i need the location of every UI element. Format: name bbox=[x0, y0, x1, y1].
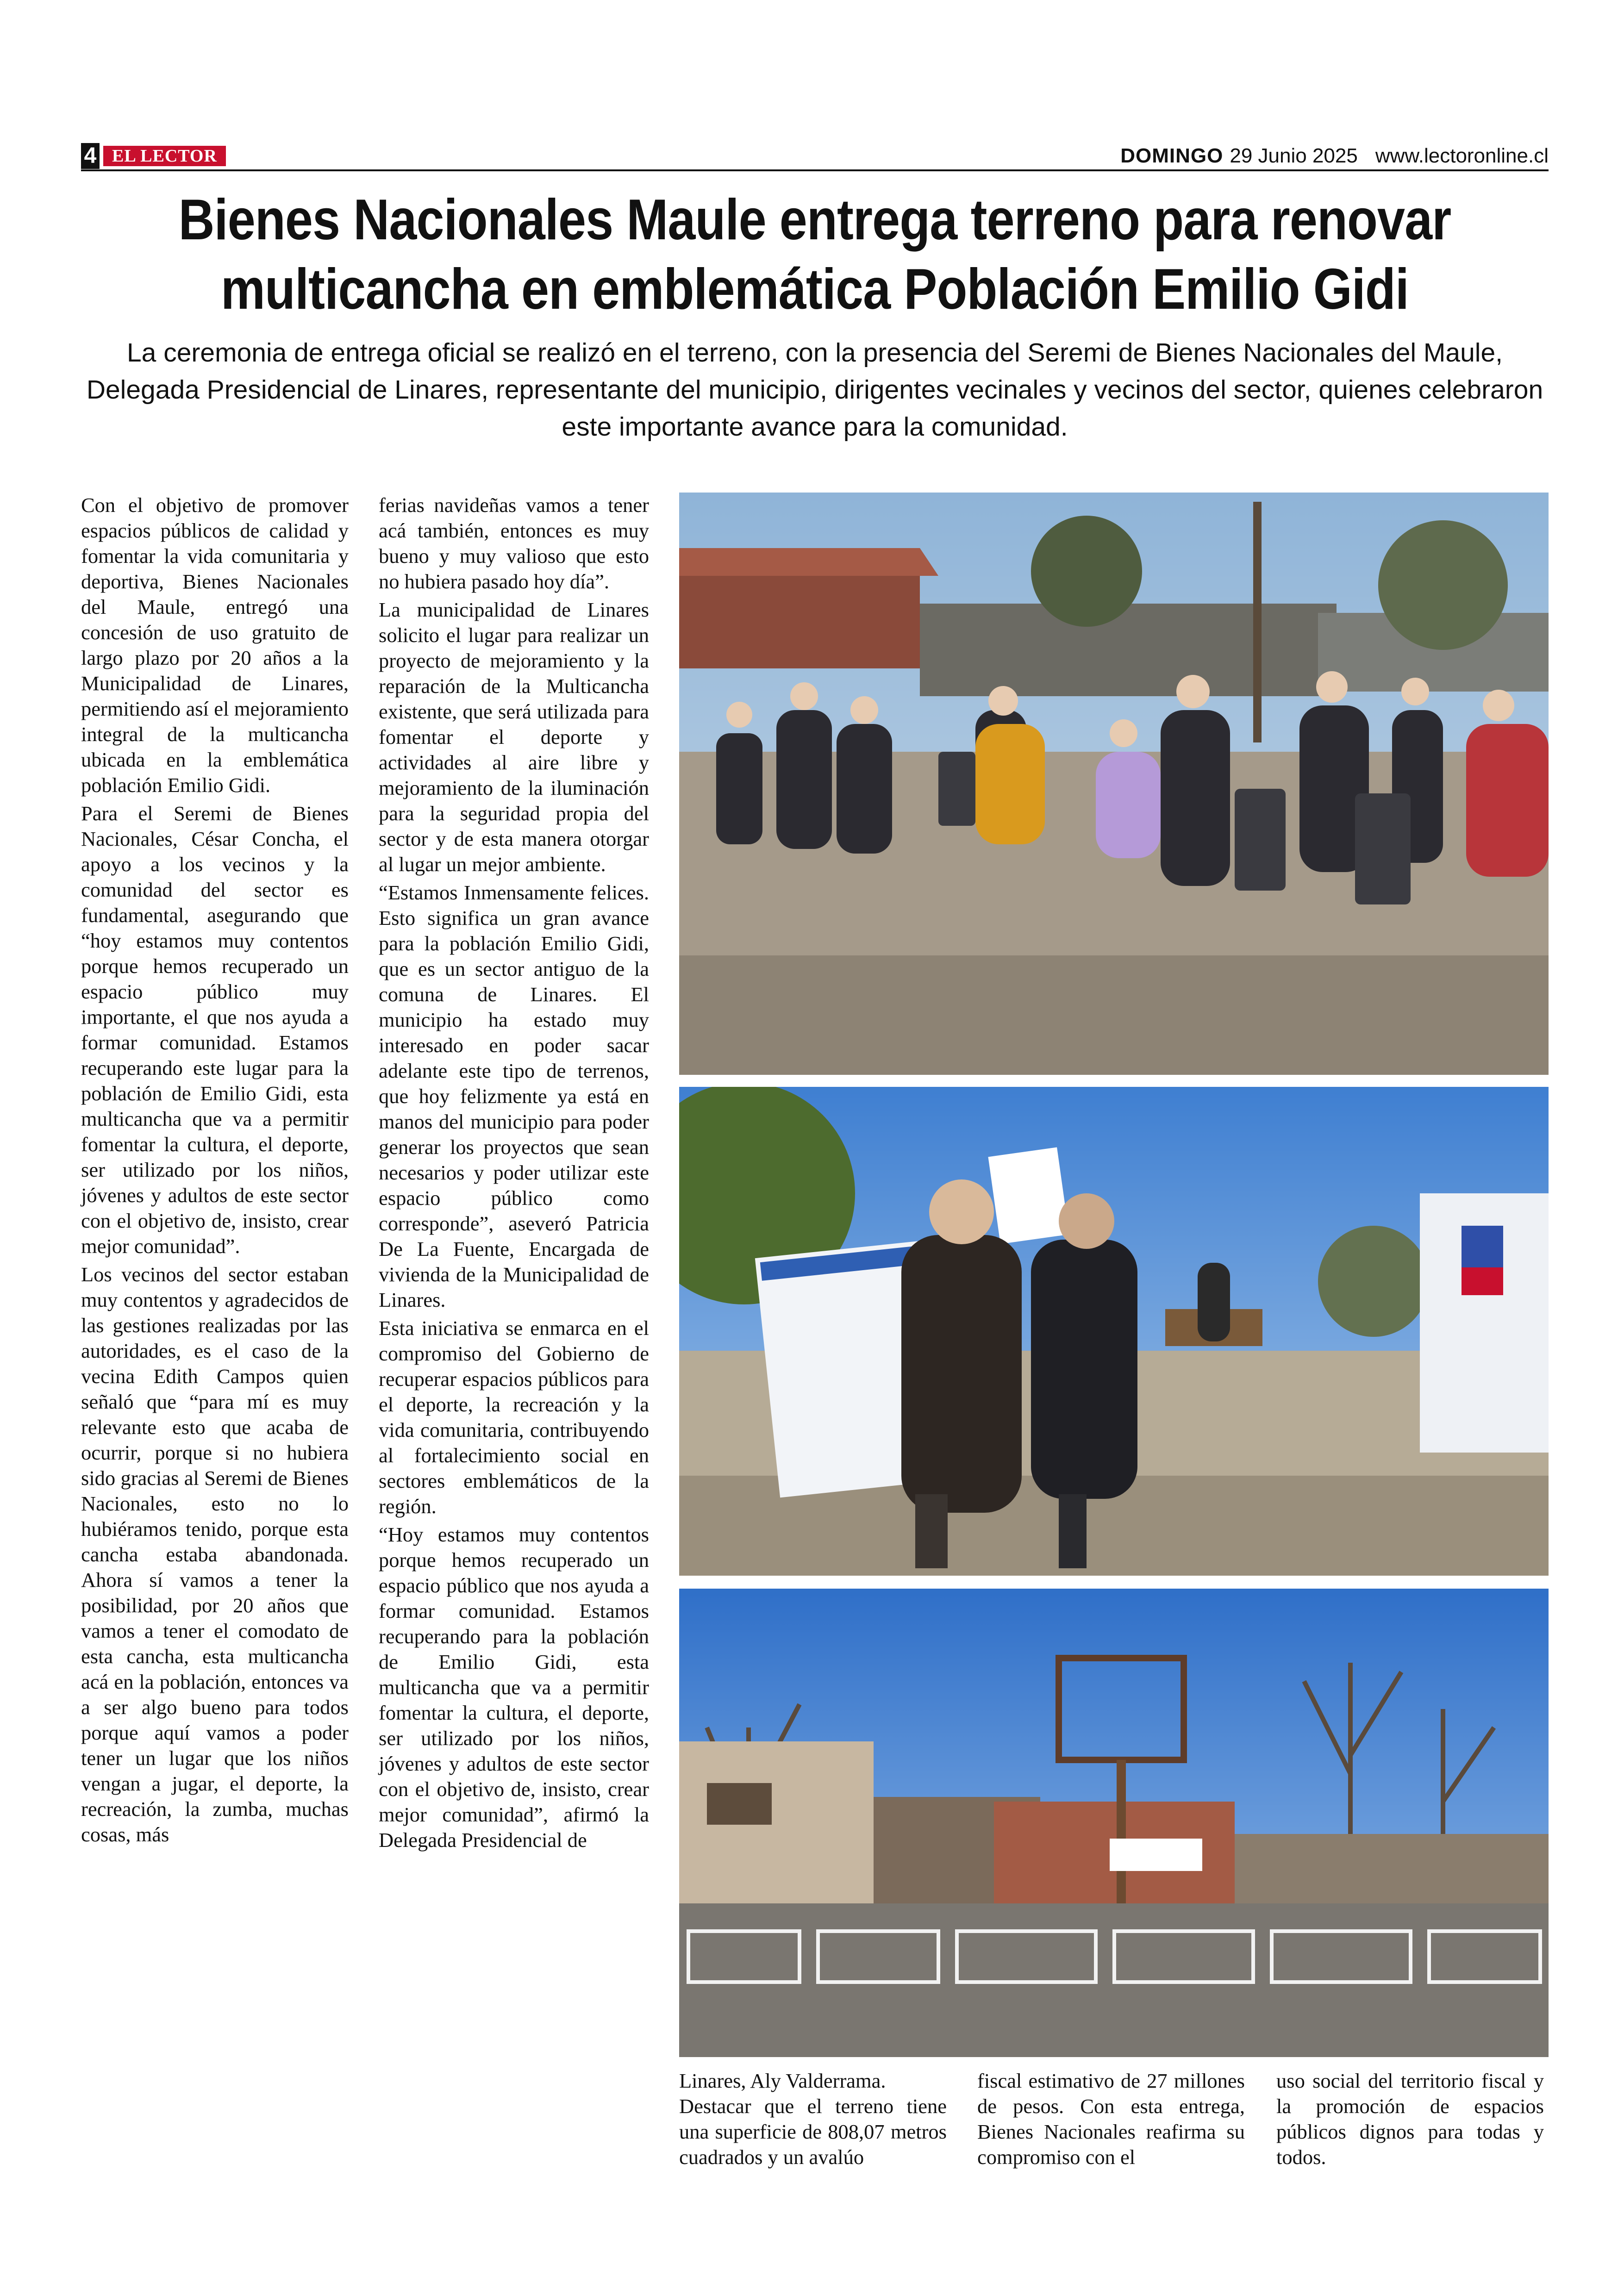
headline bbox=[176, 185, 1453, 324]
newspaper-logo: EL LECTOR bbox=[103, 146, 226, 166]
paragraph: ferias navideñas vamos a tener acá también, entonces es muy bueno y muy valioso que esto no hubiera pasado hoy día”. bbox=[379, 493, 649, 593]
article-bottom-column-3 bbox=[1276, 2068, 1544, 2170]
header-dateline bbox=[1120, 143, 1549, 169]
article-column-2 bbox=[379, 493, 649, 1856]
header-rule bbox=[81, 169, 1549, 171]
page-header bbox=[81, 141, 1549, 171]
paragraph: Para el Seremi de Bienes Nacionales, César Concha, el apoyo a los vecinos y la comunidad del sector es fundamental, asegurando que “hoy estamos muy contentos porque hemos recuperado un espacio público muy importante, el que nos ayuda a formar comunidad. Estamos recuperando este lugar para la población de Emilio Gidi, esta multicancha que va a permitir fomentar la cultura, el deporte, ser utilizado por los niños, jóvenes y adultos de este sector con el objetivo de, insisto, crear mejor comunidad”. bbox=[81, 802, 349, 1258]
header-website: www.lectoronline.cl bbox=[1375, 144, 1549, 167]
photo-handover bbox=[679, 1087, 1549, 1576]
article-bottom-column-1 bbox=[679, 2068, 947, 2170]
paragraph: Destacar que el terreno tiene una superficie de 808,07 metros cuadrados y un avalúo bbox=[679, 2095, 947, 2169]
page-number: 4 bbox=[81, 143, 100, 169]
photo-audience bbox=[679, 493, 1549, 1075]
headline-line-1: Bienes Nacionales Maule entrega terreno para renovar bbox=[178, 188, 1451, 252]
header-date: 29 Junio 2025 bbox=[1230, 144, 1358, 167]
paragraph: Con el objetivo de promover espacios públicos de calidad y fomentar la vida comunitaria y deportiva, Bienes Nacionales del Maule, entregó una concesión de uso gratuito de largo plazo por 20 años a la Municipalidad de Linares, permitiendo así el mejoramiento integral de la multicancha ubicada en la emblemática población Emilio Gidi. bbox=[81, 493, 349, 797]
header-day: DOMINGO bbox=[1120, 144, 1224, 167]
headline-line-2: multicancha en emblemática Población Emilio Gidi bbox=[220, 257, 1409, 321]
article-bottom-column-2 bbox=[977, 2068, 1245, 2170]
paragraph: La municipalidad de Linares solicito el lugar para realizar un proyecto de mejoramiento y la reparación de la Multicancha existente, que será utilizada para fomentar el deporte y actividades al aire libre y mejoramiento de la iluminación para la seguridad propia del sector y de esta manera otorgar al lugar un mejor ambiente. bbox=[379, 598, 649, 876]
paragraph: fiscal estimativo de 27 millones de pesos. Con esta entrega, Bienes Nacionales reafirma su compromiso con el bbox=[977, 2069, 1245, 2169]
subheadline: La ceremonia de entrega oficial se realizó en el terreno, con la presencia del Seremi de Bienes Nacionales del Maule, Delegada Presidencial de Linares, representante del municipio, dirigentes vecinales y vecinos del sector, quienes celebraron este importante avance para la comunidad. bbox=[86, 338, 1543, 442]
article-column-1 bbox=[81, 493, 349, 1850]
paragraph: Esta iniciativa se enmarca en el compromiso del Gobierno de recuperar espacios públicos para el deporte, la recreación y la vida comunitaria, contribuyendo al fortalecimiento social en sectores emblemáticos de la región. bbox=[379, 1316, 649, 1518]
paragraph: “Estamos Inmensamente felices. Esto significa un gran avance para la población Emilio Gidi, que es un sector antiguo de la comuna de Linares. El municipio ha estado muy interesado en poder sacar adelante este tipo de terrenos, que hoy felizmente ya está en manos del municipio para poder generar los proyectos que sean necesarios y poder utilizar este espacio público como corresponde”, aseveró Patricia De La Fuente, Encargada de vivienda de la Municipalidad de Linares. bbox=[379, 881, 649, 1311]
paragraph: “Hoy estamos muy contentos porque hemos recuperado un espacio público que nos ayuda a formar comunidad. Estamos recuperando para la población de Emilio Gidi, esta multicancha que va a permitir fomentar la cultura, el deporte, ser utilizado por los niños, jóvenes y adultos de este sector con el objetivo de, insisto, crear mejor comunidad”, afirmó la Delegada Presidencial de bbox=[379, 1523, 649, 1852]
paragraph: uso social del territorio fiscal y la promoción de espacios públicos dignos para todas y todos. bbox=[1276, 2069, 1544, 2169]
paragraph: Los vecinos del sector estaban muy contentos y agradecidos de las gestiones realizadas por las autoridades, es el caso de la vecina Edith Campos quien señaló que “para mí es muy relevante esto que acaba de ocurrir, porque si no hubiera sido gracias al Seremi de Bienes Nacionales, esto no lo hubiéramos tenido, porque esta cancha estaba abandonada. Ahora sí vamos a tener la posibilidad, por 20 años que vamos a tener el comodato de esta cancha, esta multicancha acá en la población, entonces va a ser algo bueno para todos porque aquí vamos a poder tener un lugar que los niños vengan a jugar, el deporte, la recreación, la zumba, muchas cosas, más bbox=[81, 1263, 349, 1846]
paragraph: Linares, Aly Valderrama. bbox=[679, 2069, 886, 2092]
photo-court bbox=[679, 1589, 1549, 2057]
